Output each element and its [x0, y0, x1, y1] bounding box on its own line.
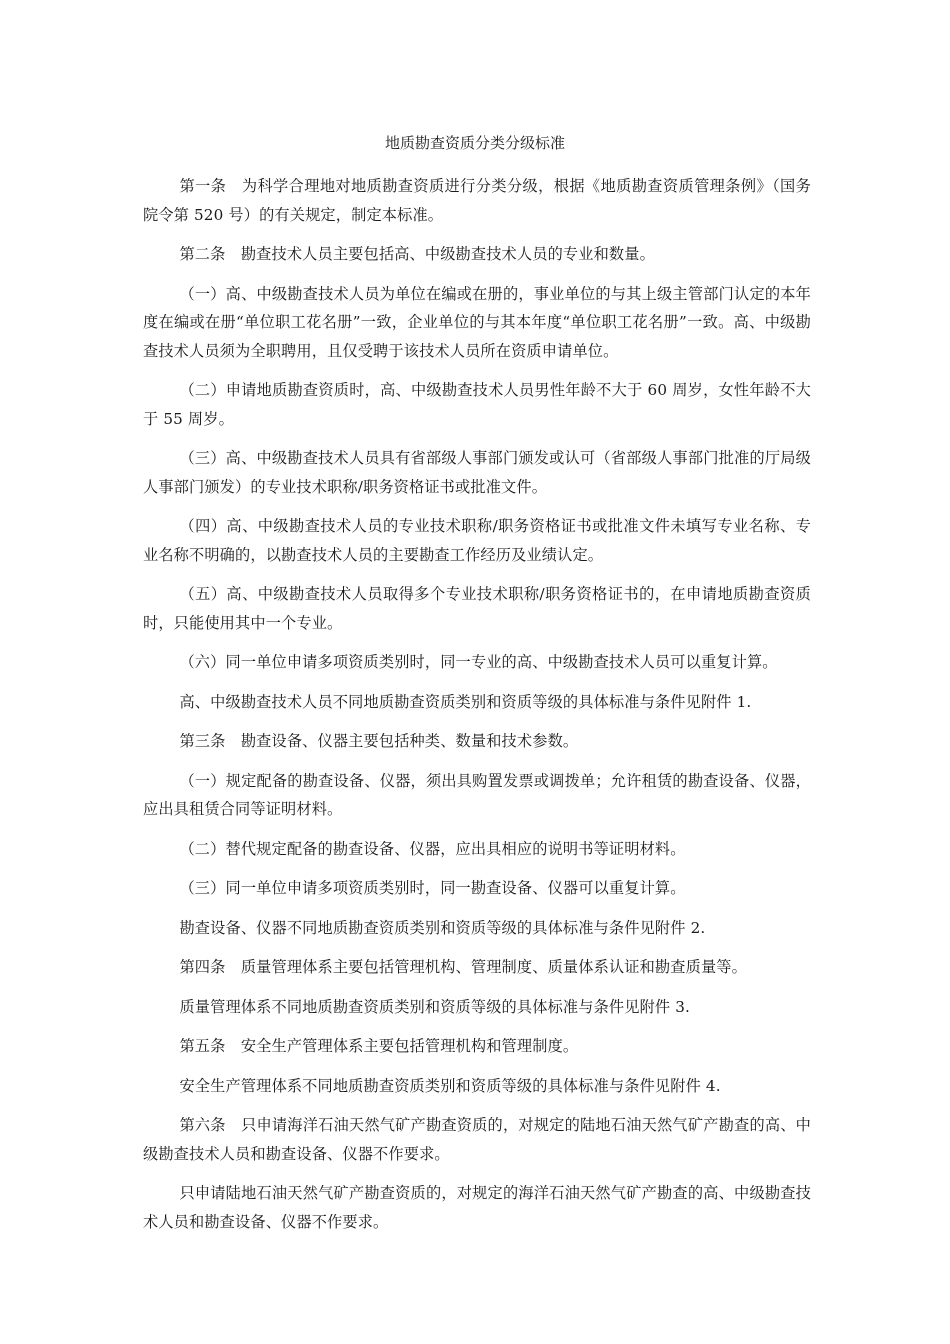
paragraph-item-4: （四）高、中级勘查技术人员的专业技术职称/职务资格证书或批准文件未填写专业名称、专业名称不明确的，以勘查技术人员的主要勘查工作经历及业绩认定。	[143, 517, 811, 564]
paragraph-article-4: 第四条 质量管理体系主要包括管理机构、管理制度、质量体系认证和勘查质量等。	[179, 958, 747, 976]
paragraph-article-2: 第二条 勘查技术人员主要包括高、中级勘查技术人员的专业和数量。	[179, 245, 655, 263]
paragraph-equipment-item-2: （二）替代规定配备的勘查设备、仪器，应出具相应的说明书等证明材料。	[179, 839, 686, 858]
paragraph-article-6-supplement: 只申请陆地石油天然气矿产勘查资质的，对规定的海洋石油天然气矿产勘查的高、中级勘查技术人员和勘查设备、仪器不作要求。	[143, 1184, 811, 1231]
paragraph-item-5: （五）高、中级勘查技术人员取得多个专业技术职称/职务资格证书的，在申请地质勘查资质时，只能使用其中一个专业。	[143, 585, 811, 632]
paragraph-article-6: 第六条 只申请海洋石油天然气矿产勘查资质的，对规定的陆地石油天然气矿产勘查的高、中级勘查技术人员和勘查设备、仪器不作要求。	[143, 1116, 811, 1163]
document-title: 地质勘查资质分类分级标准	[384, 134, 565, 152]
paragraph-attachment-3-note: 质量管理体系不同地质勘查资质类别和资质等级的具体标准与条件见附件 3.	[179, 997, 691, 1016]
paragraph-attachment-2-note: 勘查设备、仪器不同地质勘查资质类别和资质等级的具体标准与条件见附件 2.	[179, 918, 706, 937]
paragraph-article-1: 第一条 为科学合理地对地质勘查资质进行分类分级，根据《地质勘查资质管理条例》（国务院令第 520 号）的有关规定，制定本标准。	[143, 177, 811, 224]
paragraph-item-2: （二）申请地质勘查资质时，高、中级勘查技术人员男性年龄不大于 60 周岁，女性年龄不大于 55 周岁。	[143, 381, 811, 428]
paragraph-article-3: 第三条 勘查设备、仪器主要包括种类、数量和技术参数。	[179, 732, 579, 750]
paragraph-article-5: 第五条 安全生产管理体系主要包括管理机构和管理制度。	[179, 1037, 579, 1055]
paragraph-attachment-1-note: 高、中级勘查技术人员不同地质勘查资质类别和资质等级的具体标准与条件见附件 1.	[179, 692, 752, 711]
paragraph-item-1: （一）高、中级勘查技术人员为单位在编或在册的，事业单位的与其上级主管部门认定的本年度在编或在册“单位职工花名册”一致，企业单位的与其本年度“单位职工花名册”一致。高、中级勘查技术人员须为全职聘用，且仅受聘于该技术人员所在资质申请单位。	[143, 284, 811, 360]
document-body	[143, 172, 811, 1247]
paragraph-equipment-item-1: （一）规定配备的勘查设备、仪器，须出具购置发票或调拨单；允许租赁的勘查设备、仪器，应出具租赁合同等证明材料。	[143, 771, 811, 818]
paragraph-equipment-item-3: （三）同一单位申请多项资质类别时，同一勘查设备、仪器可以重复计算。	[179, 879, 686, 897]
paragraph-item-3: （三）高、中级勘查技术人员具有省部级人事部门颁发或认可（省部级人事部门批准的厅局级人事部门颁发）的专业技术职称/职务资格证书或批准文件。	[143, 449, 811, 496]
paragraph-attachment-4-note: 安全生产管理体系不同地质勘查资质类别和资质等级的具体标准与条件见附件 4.	[179, 1076, 721, 1095]
paragraph-item-6: （六）同一单位申请多项资质类别时，同一专业的高、中级勘查技术人员可以重复计算。	[179, 653, 778, 671]
